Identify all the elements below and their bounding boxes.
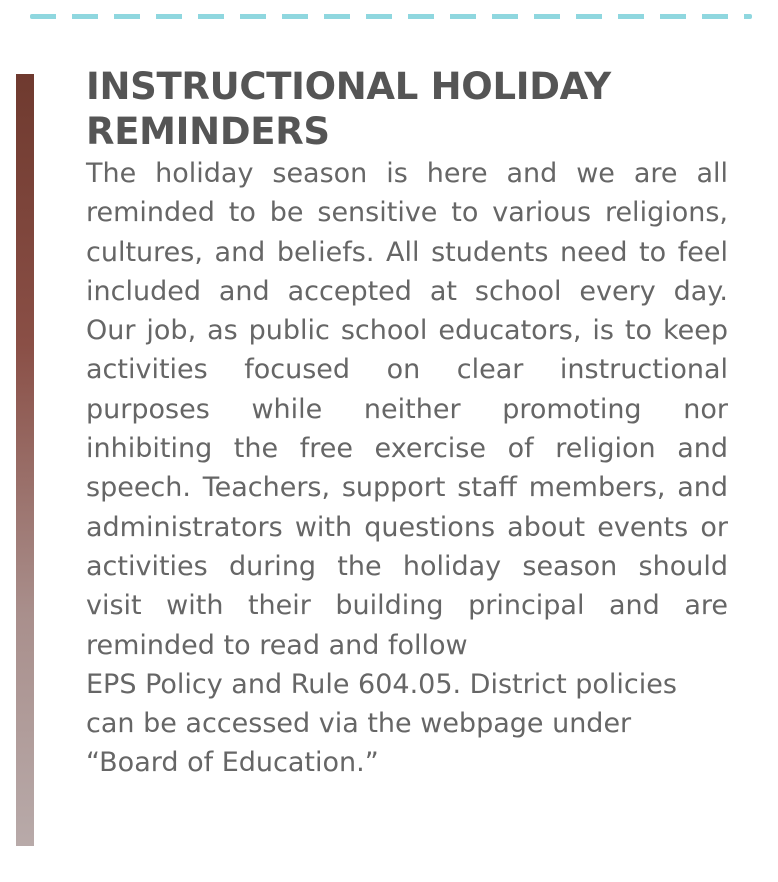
article-paragraph-1: The holiday season is here and we are all reminded to be sensitive to various religions, cultures, and beliefs. All students need to feel included and accepted at school every day. Our job, as public school educators, is to keep activities focused on clear instructional purposes while neither promoting nor inhibiting the free exercise of religion and speech. Teachers, support staff members, and administrators with questions about events or activities during the holiday season should visit with their building principal and are reminded to read and follow xyxy=(86,158,728,661)
article-paragraph-2: EPS Policy and Rule 604.05. District policies can be accessed via the webpage under “Board of Education.” xyxy=(86,668,677,779)
article xyxy=(86,64,728,783)
accent-bar xyxy=(16,74,34,846)
dashed-divider xyxy=(30,14,752,19)
article-title-line-2: REMINDERS xyxy=(86,110,330,153)
article-title xyxy=(86,64,728,154)
article-title-line-1: INSTRUCTIONAL HOLIDAY xyxy=(86,65,611,108)
